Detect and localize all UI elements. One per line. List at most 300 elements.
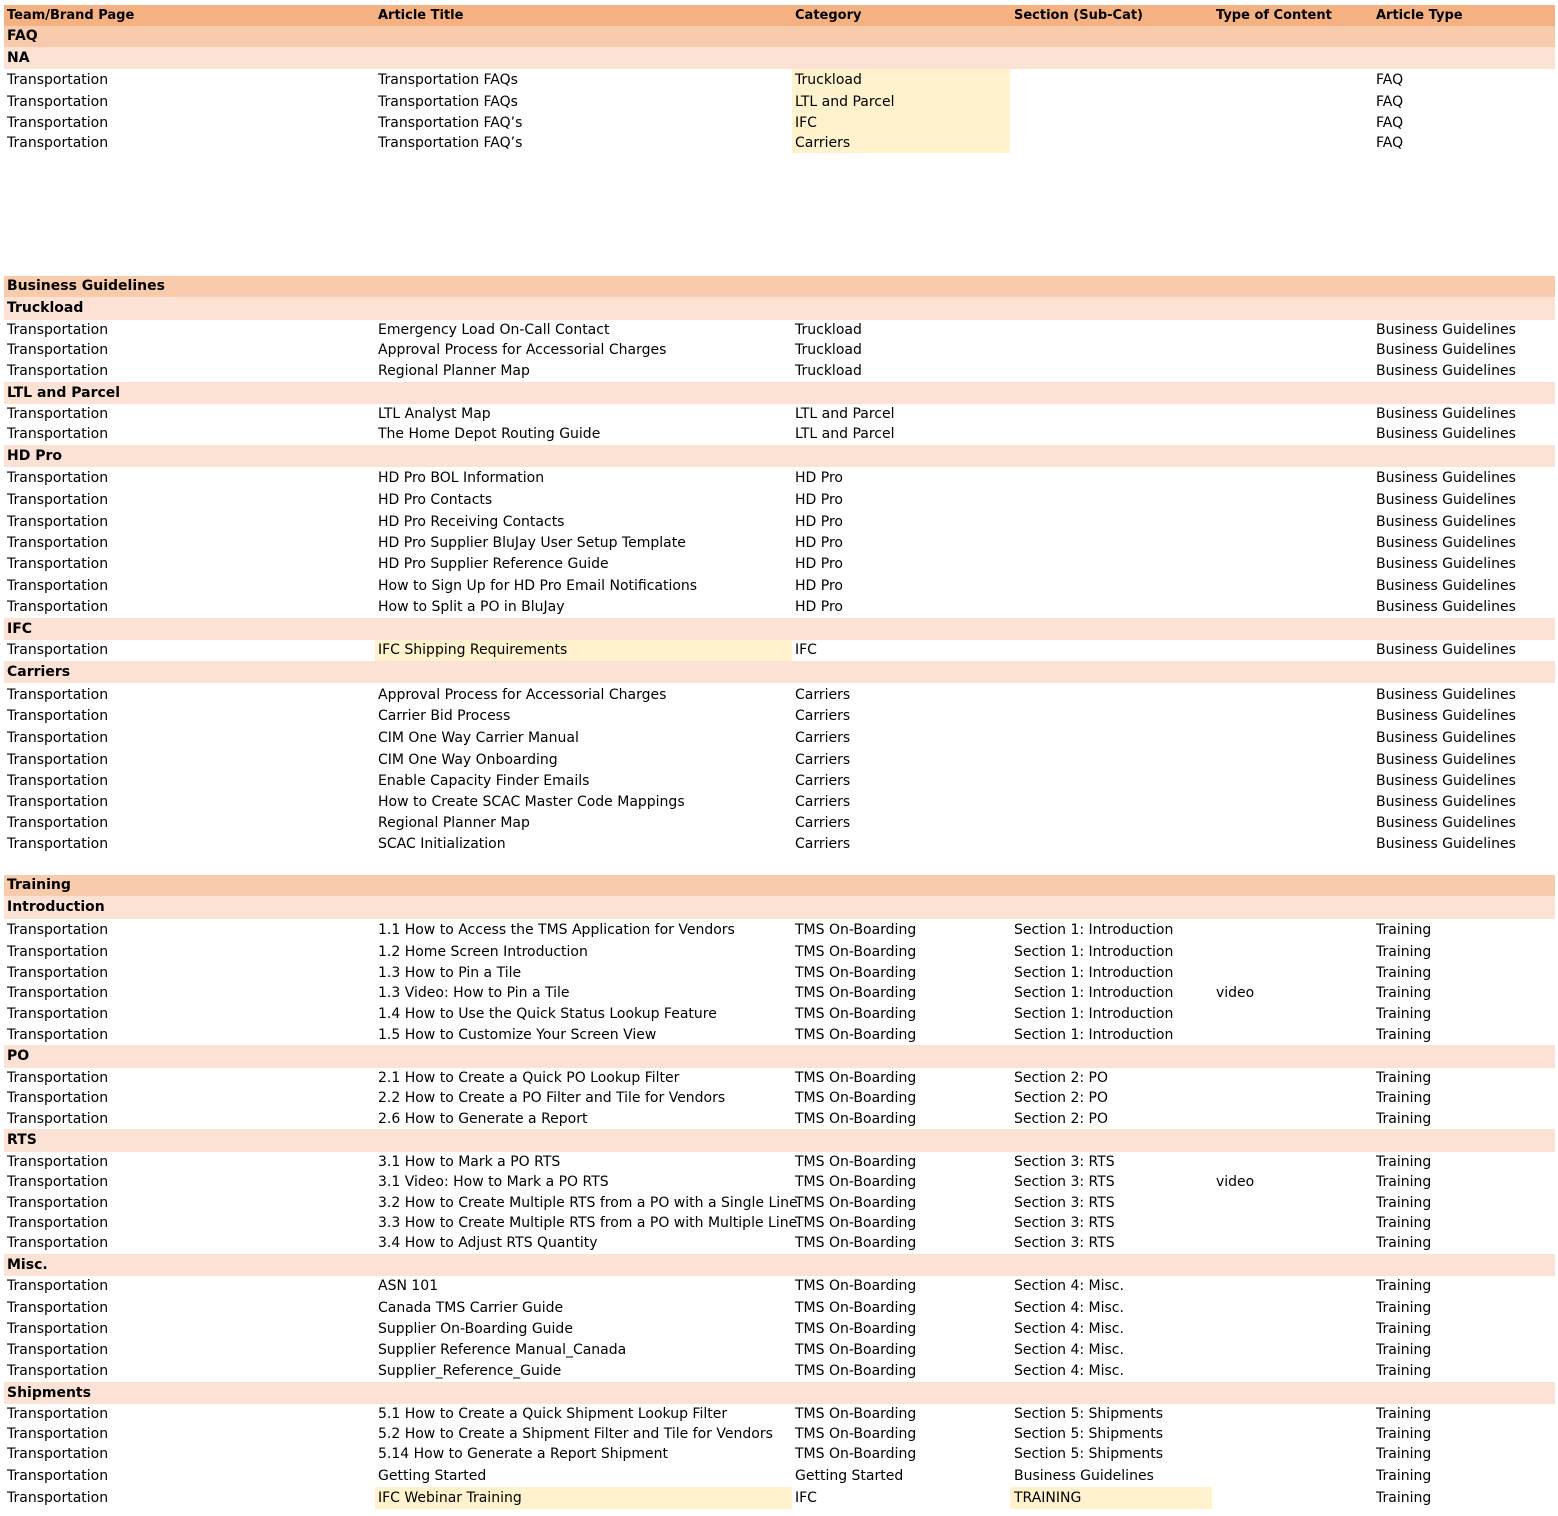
article-title-cell[interactable]: SCAC Initialization xyxy=(378,836,506,852)
article-title-cell[interactable]: 2.1 How to Create a Quick PO Lookup Filter xyxy=(378,1070,680,1086)
section-cell[interactable]: Section 2: PO xyxy=(1014,1111,1109,1127)
category-cell[interactable]: Carriers xyxy=(795,836,851,852)
category-cell[interactable]: TMS On-Boarding xyxy=(795,1363,917,1379)
content-type-cell[interactable] xyxy=(1212,340,1373,361)
article-type-cell[interactable]: Training xyxy=(1376,1235,1432,1251)
article-title-cell[interactable]: 1.1 How to Access the TMS Application for Vendors xyxy=(378,922,735,938)
article-title-cell[interactable]: Regional Planner Map xyxy=(378,363,530,379)
category-cell[interactable]: TMS On-Boarding xyxy=(795,1321,917,1337)
category-cell[interactable]: Getting Started xyxy=(795,1468,904,1484)
section-cell[interactable] xyxy=(1010,597,1212,618)
section-cell[interactable]: Section 5: Shipments xyxy=(1014,1446,1163,1462)
team-brand-cell[interactable]: Transportation xyxy=(7,492,109,508)
content-type-cell[interactable] xyxy=(1212,1361,1373,1382)
content-type-cell[interactable] xyxy=(1212,533,1373,554)
article-title-cell[interactable]: 3.2 How to Create Multiple RTS from a PO with a Single Line xyxy=(378,1195,798,1211)
section-cell[interactable]: Section 4: Misc. xyxy=(1014,1278,1124,1294)
article-type-cell[interactable]: FAQ xyxy=(1376,115,1404,131)
article-title-cell[interactable]: 3.1 How to Mark a PO RTS xyxy=(378,1154,561,1170)
team-brand-cell[interactable]: Transportation xyxy=(7,599,109,615)
article-type-cell[interactable]: Training xyxy=(1376,1006,1432,1022)
article-type-cell[interactable]: FAQ xyxy=(1376,94,1404,110)
content-type-cell[interactable] xyxy=(1212,467,1373,490)
article-type-cell[interactable]: Training xyxy=(1376,1300,1432,1316)
section-cell[interactable] xyxy=(1010,69,1212,91)
content-type-cell[interactable] xyxy=(1212,1109,1373,1130)
article-title-cell[interactable]: Approval Process for Accessorial Charges xyxy=(378,687,667,703)
section-cell[interactable]: Section 3: RTS xyxy=(1014,1154,1115,1170)
article-type-cell[interactable]: Training xyxy=(1376,1468,1432,1484)
article-type-cell[interactable]: Business Guidelines xyxy=(1376,426,1516,442)
team-brand-cell[interactable]: Transportation xyxy=(7,1006,109,1022)
article-type-cell[interactable]: Business Guidelines xyxy=(1376,642,1516,658)
article-type-cell[interactable]: Training xyxy=(1376,922,1432,938)
section-cell[interactable] xyxy=(1010,91,1212,113)
category-cell[interactable]: Carriers xyxy=(795,708,851,724)
article-title-cell[interactable]: Regional Planner Map xyxy=(378,815,530,831)
content-type-cell[interactable] xyxy=(1212,813,1373,834)
category-cell[interactable]: TMS On-Boarding xyxy=(795,1070,917,1086)
content-type-cell[interactable] xyxy=(1212,113,1373,133)
team-brand-cell[interactable]: Transportation xyxy=(7,72,109,88)
content-type-cell[interactable] xyxy=(1212,1444,1373,1465)
team-brand-cell[interactable]: Transportation xyxy=(7,1321,109,1337)
section-cell[interactable]: Business Guidelines xyxy=(1014,1468,1154,1484)
content-type-cell[interactable] xyxy=(1212,1297,1373,1319)
article-title-cell[interactable]: Transportation FAQ’s xyxy=(378,115,523,131)
article-type-cell[interactable]: Training xyxy=(1376,1490,1432,1506)
category-cell[interactable]: TMS On-Boarding xyxy=(795,985,917,1001)
article-type-cell[interactable]: Training xyxy=(1376,1446,1432,1462)
article-type-cell[interactable]: Business Guidelines xyxy=(1376,470,1516,486)
article-title-cell[interactable]: CIM One Way Onboarding xyxy=(378,752,558,768)
team-brand-cell[interactable]: Transportation xyxy=(7,1490,109,1506)
team-brand-cell[interactable]: Transportation xyxy=(7,1090,109,1106)
team-brand-cell[interactable]: Transportation xyxy=(7,1342,109,1358)
article-title-cell[interactable]: HD Pro BOL Information xyxy=(378,470,545,486)
category-cell[interactable]: HD Pro xyxy=(795,599,843,615)
article-type-cell[interactable]: Training xyxy=(1376,1321,1432,1337)
section-cell[interactable] xyxy=(1010,113,1212,133)
subsection-label[interactable]: Misc. xyxy=(7,1257,48,1273)
team-brand-cell[interactable]: Transportation xyxy=(7,752,109,768)
team-brand-cell[interactable]: Transportation xyxy=(7,578,109,594)
content-type-cell[interactable] xyxy=(1212,963,1373,983)
article-title-cell[interactable]: ASN 101 xyxy=(378,1278,439,1294)
team-brand-cell[interactable]: Transportation xyxy=(7,773,109,789)
section-cell[interactable] xyxy=(1010,684,1212,706)
category-cell[interactable]: HD Pro xyxy=(795,514,843,530)
content-type-cell[interactable] xyxy=(1212,1213,1373,1233)
content-type-cell[interactable] xyxy=(1212,1025,1373,1046)
content-type-cell[interactable] xyxy=(1212,490,1373,511)
article-type-cell[interactable]: Business Guidelines xyxy=(1376,687,1516,703)
content-type-cell[interactable] xyxy=(1212,597,1373,618)
team-brand-cell[interactable]: Transportation xyxy=(7,1300,109,1316)
article-type-cell[interactable]: Training xyxy=(1376,944,1432,960)
section-cell[interactable] xyxy=(1010,554,1212,575)
article-type-cell[interactable]: Business Guidelines xyxy=(1376,363,1516,379)
article-type-cell[interactable]: Business Guidelines xyxy=(1376,578,1516,594)
category-cell[interactable]: Carriers xyxy=(795,730,851,746)
team-brand-cell[interactable]: Transportation xyxy=(7,1215,109,1231)
section-cell[interactable]: Section 2: PO xyxy=(1014,1090,1109,1106)
article-type-cell[interactable]: Business Guidelines xyxy=(1376,535,1516,551)
article-type-cell[interactable]: Business Guidelines xyxy=(1376,322,1516,338)
team-brand-cell[interactable]: Transportation xyxy=(7,687,109,703)
content-type-cell[interactable] xyxy=(1212,1233,1373,1254)
content-type-cell[interactable] xyxy=(1212,404,1373,424)
category-cell[interactable]: TMS On-Boarding xyxy=(795,1342,917,1358)
team-brand-cell[interactable]: Transportation xyxy=(7,363,109,379)
subsection-label[interactable]: IFC xyxy=(7,621,33,637)
article-type-cell[interactable]: Training xyxy=(1376,1215,1432,1231)
team-brand-cell[interactable]: Transportation xyxy=(7,94,109,110)
team-brand-cell[interactable]: Transportation xyxy=(7,1027,109,1043)
subsection-label[interactable]: LTL and Parcel xyxy=(7,385,121,401)
header-article-type[interactable]: Article Type xyxy=(1376,8,1463,23)
category-cell[interactable]: HD Pro xyxy=(795,578,843,594)
article-type-cell[interactable]: Business Guidelines xyxy=(1376,773,1516,789)
section-cell[interactable]: Section 1: Introduction xyxy=(1014,1027,1174,1043)
content-type-cell[interactable] xyxy=(1212,706,1373,727)
article-title-cell[interactable]: HD Pro Supplier Reference Guide xyxy=(378,556,609,572)
section-cell[interactable]: Section 1: Introduction xyxy=(1014,985,1174,1001)
team-brand-cell[interactable]: Transportation xyxy=(7,1070,109,1086)
article-type-cell[interactable]: Business Guidelines xyxy=(1376,556,1516,572)
content-type-cell[interactable] xyxy=(1212,1068,1373,1088)
category-cell[interactable]: TMS On-Boarding xyxy=(795,1406,917,1422)
section-cell[interactable] xyxy=(1010,834,1212,855)
category-cell[interactable]: Carriers xyxy=(792,133,1010,153)
section-cell[interactable] xyxy=(1010,340,1212,361)
article-type-cell[interactable]: Business Guidelines xyxy=(1376,492,1516,508)
team-brand-cell[interactable]: Transportation xyxy=(7,514,109,530)
article-title-cell[interactable]: CIM One Way Carrier Manual xyxy=(378,730,579,746)
category-cell[interactable]: TMS On-Boarding xyxy=(795,1090,917,1106)
subsection-label[interactable]: Truckload xyxy=(7,300,84,316)
article-type-cell[interactable]: Business Guidelines xyxy=(1376,794,1516,810)
article-title-cell[interactable]: The Home Depot Routing Guide xyxy=(378,426,601,442)
section-cell[interactable] xyxy=(1010,576,1212,597)
header-team-brand-page[interactable]: Team/Brand Page xyxy=(7,8,135,23)
article-title-cell[interactable]: Transportation FAQs xyxy=(378,94,518,110)
article-title-cell[interactable]: HD Pro Supplier BluJay User Setup Template xyxy=(378,535,686,551)
section-cell[interactable] xyxy=(1010,424,1212,445)
article-type-cell[interactable]: Training xyxy=(1376,965,1432,981)
content-type-cell[interactable] xyxy=(1212,919,1373,941)
team-brand-cell[interactable]: Transportation xyxy=(7,535,109,551)
article-type-cell[interactable]: Training xyxy=(1376,985,1432,1001)
subsection-label[interactable]: PO xyxy=(7,1048,30,1064)
content-type-cell[interactable]: video xyxy=(1216,985,1255,1001)
article-type-cell[interactable]: Training xyxy=(1376,1426,1432,1442)
content-type-cell[interactable] xyxy=(1212,424,1373,445)
team-brand-cell[interactable]: Transportation xyxy=(7,556,109,572)
article-type-cell[interactable]: Training xyxy=(1376,1363,1432,1379)
category-cell[interactable]: Truckload xyxy=(792,69,1010,91)
article-title-cell[interactable]: 1.3 Video: How to Pin a Tile xyxy=(378,985,570,1001)
section-cell[interactable] xyxy=(1010,404,1212,424)
section-cell[interactable]: Section 4: Misc. xyxy=(1014,1342,1124,1358)
team-brand-cell[interactable]: Transportation xyxy=(7,1154,109,1170)
article-type-cell[interactable]: Training xyxy=(1376,1027,1432,1043)
article-title-cell[interactable]: Supplier_Reference_Guide xyxy=(378,1363,562,1379)
article-title-cell[interactable]: How to Sign Up for HD Pro Email Notifications xyxy=(378,578,698,594)
content-type-cell[interactable] xyxy=(1212,1276,1373,1297)
article-type-cell[interactable]: Training xyxy=(1376,1342,1432,1358)
subsection-label[interactable]: Carriers xyxy=(7,664,71,680)
article-title-cell[interactable]: Enable Capacity Finder Emails xyxy=(378,773,590,789)
article-type-cell[interactable]: Training xyxy=(1376,1070,1432,1086)
article-title-cell[interactable]: 1.2 Home Screen Introduction xyxy=(378,944,588,960)
category-cell[interactable]: HD Pro xyxy=(795,535,843,551)
content-type-cell[interactable] xyxy=(1212,1193,1373,1213)
team-brand-cell[interactable]: Transportation xyxy=(7,965,109,981)
article-type-cell[interactable]: Business Guidelines xyxy=(1376,836,1516,852)
category-cell[interactable]: IFC xyxy=(792,113,1010,133)
category-cell[interactable]: TMS On-Boarding xyxy=(795,1235,917,1251)
category-cell[interactable]: LTL and Parcel xyxy=(795,426,895,442)
article-type-cell[interactable]: Business Guidelines xyxy=(1376,815,1516,831)
category-cell[interactable]: Truckload xyxy=(795,322,862,338)
header-type-of-content[interactable]: Type of Content xyxy=(1216,8,1332,23)
article-title-cell[interactable]: 5.14 How to Generate a Report Shipment xyxy=(378,1446,668,1462)
section-label[interactable]: Business Guidelines xyxy=(7,278,165,294)
section-cell[interactable]: Section 3: RTS xyxy=(1014,1215,1115,1231)
header-article-title[interactable]: Article Title xyxy=(378,8,464,23)
content-type-cell[interactable] xyxy=(1212,1340,1373,1361)
team-brand-cell[interactable]: Transportation xyxy=(7,1174,109,1190)
content-type-cell[interactable] xyxy=(1212,1404,1373,1424)
category-cell[interactable]: TMS On-Boarding xyxy=(795,965,917,981)
section-cell[interactable] xyxy=(1010,813,1212,834)
section-cell[interactable] xyxy=(1010,320,1212,340)
subsection-label[interactable]: RTS xyxy=(7,1132,37,1148)
team-brand-cell[interactable]: Transportation xyxy=(7,1363,109,1379)
article-title-cell[interactable]: 1.5 How to Customize Your Screen View xyxy=(378,1027,657,1043)
article-title-cell[interactable]: How to Create SCAC Master Code Mappings xyxy=(378,794,685,810)
content-type-cell[interactable] xyxy=(1212,941,1373,963)
team-brand-cell[interactable]: Transportation xyxy=(7,342,109,358)
category-cell[interactable]: Carriers xyxy=(795,752,851,768)
team-brand-cell[interactable]: Transportation xyxy=(7,1195,109,1211)
content-type-cell[interactable] xyxy=(1212,1319,1373,1340)
article-type-cell[interactable]: FAQ xyxy=(1376,135,1404,151)
category-cell[interactable]: Carriers xyxy=(795,794,851,810)
section-cell[interactable] xyxy=(1010,771,1212,792)
section-cell[interactable] xyxy=(1010,133,1212,153)
content-type-cell[interactable] xyxy=(1212,1487,1373,1509)
article-title-cell[interactable]: HD Pro Receiving Contacts xyxy=(378,514,565,530)
section-label[interactable]: FAQ xyxy=(7,28,38,44)
section-cell[interactable] xyxy=(1010,533,1212,554)
category-cell[interactable]: Truckload xyxy=(795,363,862,379)
category-cell[interactable]: TMS On-Boarding xyxy=(795,1215,917,1231)
category-cell[interactable]: Truckload xyxy=(795,342,862,358)
content-type-cell[interactable]: video xyxy=(1216,1174,1255,1190)
team-brand-cell[interactable]: Transportation xyxy=(7,794,109,810)
content-type-cell[interactable] xyxy=(1212,69,1373,91)
team-brand-cell[interactable]: Transportation xyxy=(7,1468,109,1484)
article-title-cell[interactable]: How to Split a PO in BluJay xyxy=(378,599,565,615)
subsection-label[interactable]: Shipments xyxy=(7,1385,91,1401)
article-title-cell[interactable]: Approval Process for Accessorial Charges xyxy=(378,342,667,358)
article-title-cell[interactable]: 3.4 How to Adjust RTS Quantity xyxy=(378,1235,598,1251)
content-type-cell[interactable] xyxy=(1212,684,1373,706)
team-brand-cell[interactable]: Transportation xyxy=(7,406,109,422)
article-type-cell[interactable]: Business Guidelines xyxy=(1376,730,1516,746)
section-cell[interactable] xyxy=(1010,749,1212,771)
category-cell[interactable]: Carriers xyxy=(795,687,851,703)
article-title-cell[interactable]: 1.4 How to Use the Quick Status Lookup Feature xyxy=(378,1006,717,1022)
category-cell[interactable]: TMS On-Boarding xyxy=(795,1111,917,1127)
category-cell[interactable]: TMS On-Boarding xyxy=(795,1278,917,1294)
content-type-cell[interactable] xyxy=(1212,834,1373,855)
category-cell[interactable]: HD Pro xyxy=(795,492,843,508)
section-cell[interactable]: Section 1: Introduction xyxy=(1014,1006,1174,1022)
team-brand-cell[interactable]: Transportation xyxy=(7,836,109,852)
article-title-cell[interactable]: 1.3 How to Pin a Tile xyxy=(378,965,522,981)
category-cell[interactable]: TMS On-Boarding xyxy=(795,1006,917,1022)
section-cell[interactable] xyxy=(1010,640,1212,661)
article-title-cell[interactable]: Carrier Bid Process xyxy=(378,708,511,724)
article-title-cell[interactable]: Supplier On-Boarding Guide xyxy=(378,1321,573,1337)
content-type-cell[interactable] xyxy=(1212,1088,1373,1109)
section-cell[interactable]: TRAINING xyxy=(1010,1487,1212,1509)
team-brand-cell[interactable]: Transportation xyxy=(7,426,109,442)
content-type-cell[interactable] xyxy=(1212,511,1373,533)
category-cell[interactable]: TMS On-Boarding xyxy=(795,1446,917,1462)
article-title-cell[interactable]: Transportation FAQ’s xyxy=(378,135,523,151)
category-cell[interactable]: TMS On-Boarding xyxy=(795,1300,917,1316)
section-cell[interactable]: Section 4: Misc. xyxy=(1014,1321,1124,1337)
team-brand-cell[interactable]: Transportation xyxy=(7,1111,109,1127)
article-type-cell[interactable]: Business Guidelines xyxy=(1376,708,1516,724)
content-type-cell[interactable] xyxy=(1212,361,1373,382)
content-type-cell[interactable] xyxy=(1212,576,1373,597)
team-brand-cell[interactable]: Transportation xyxy=(7,730,109,746)
section-cell[interactable]: Section 1: Introduction xyxy=(1014,922,1174,938)
section-cell[interactable] xyxy=(1010,361,1212,382)
article-title-cell[interactable]: 3.3 How to Create Multiple RTS from a PO with Multiple Line xyxy=(378,1215,798,1231)
article-title-cell[interactable]: Supplier Reference Manual_Canada xyxy=(378,1342,627,1358)
article-type-cell[interactable]: Business Guidelines xyxy=(1376,342,1516,358)
article-type-cell[interactable]: Business Guidelines xyxy=(1376,406,1516,422)
section-cell[interactable]: Section 5: Shipments xyxy=(1014,1406,1163,1422)
section-cell[interactable]: Section 5: Shipments xyxy=(1014,1426,1163,1442)
section-cell[interactable] xyxy=(1010,467,1212,490)
content-type-cell[interactable] xyxy=(1212,1465,1373,1487)
section-label[interactable]: Training xyxy=(7,877,71,893)
category-cell[interactable]: HD Pro xyxy=(795,556,843,572)
article-title-cell[interactable]: Transportation FAQs xyxy=(378,72,518,88)
category-cell[interactable]: TMS On-Boarding xyxy=(795,944,917,960)
content-type-cell[interactable] xyxy=(1212,1424,1373,1444)
team-brand-cell[interactable]: Transportation xyxy=(7,985,109,1001)
content-type-cell[interactable] xyxy=(1212,1152,1373,1172)
article-type-cell[interactable]: FAQ xyxy=(1376,72,1404,88)
article-type-cell[interactable]: Training xyxy=(1376,1154,1432,1170)
article-title-cell[interactable]: IFC Webinar Training xyxy=(375,1487,792,1509)
content-type-cell[interactable] xyxy=(1212,792,1373,813)
team-brand-cell[interactable]: Transportation xyxy=(7,642,109,658)
section-cell[interactable] xyxy=(1010,490,1212,511)
section-cell[interactable]: Section 2: PO xyxy=(1014,1070,1109,1086)
article-title-cell[interactable]: Emergency Load On-Call Contact xyxy=(378,322,610,338)
article-type-cell[interactable]: Business Guidelines xyxy=(1376,752,1516,768)
content-type-cell[interactable] xyxy=(1212,91,1373,113)
content-type-cell[interactable] xyxy=(1212,727,1373,749)
section-cell[interactable] xyxy=(1010,792,1212,813)
category-cell[interactable]: Carriers xyxy=(795,773,851,789)
team-brand-cell[interactable]: Transportation xyxy=(7,1426,109,1442)
team-brand-cell[interactable]: Transportation xyxy=(7,322,109,338)
section-cell[interactable]: Section 1: Introduction xyxy=(1014,965,1174,981)
article-title-cell[interactable]: HD Pro Contacts xyxy=(378,492,493,508)
category-cell[interactable]: HD Pro xyxy=(795,470,843,486)
article-type-cell[interactable]: Training xyxy=(1376,1278,1432,1294)
category-cell[interactable]: TMS On-Boarding xyxy=(795,1195,917,1211)
article-type-cell[interactable]: Business Guidelines xyxy=(1376,599,1516,615)
category-cell[interactable]: TMS On-Boarding xyxy=(795,922,917,938)
header-section-sub-cat[interactable]: Section (Sub-Cat) xyxy=(1014,8,1143,23)
article-title-cell[interactable]: 3.1 Video: How to Mark a PO RTS xyxy=(378,1174,609,1190)
team-brand-cell[interactable]: Transportation xyxy=(7,708,109,724)
section-cell[interactable]: Section 4: Misc. xyxy=(1014,1363,1124,1379)
team-brand-cell[interactable]: Transportation xyxy=(7,1446,109,1462)
category-cell[interactable]: LTL and Parcel xyxy=(792,91,1010,113)
article-type-cell[interactable]: Training xyxy=(1376,1174,1432,1190)
section-cell[interactable]: Section 1: Introduction xyxy=(1014,944,1174,960)
article-title-cell[interactable]: 2.6 How to Generate a Report xyxy=(378,1111,588,1127)
category-cell[interactable]: TMS On-Boarding xyxy=(795,1027,917,1043)
section-cell[interactable]: Section 3: RTS xyxy=(1014,1174,1115,1190)
section-cell[interactable] xyxy=(1010,511,1212,533)
content-type-cell[interactable] xyxy=(1212,640,1373,661)
article-title-cell[interactable]: Getting Started xyxy=(378,1468,487,1484)
subsection-label[interactable]: NA xyxy=(7,50,30,66)
article-type-cell[interactable]: Training xyxy=(1376,1111,1432,1127)
team-brand-cell[interactable]: Transportation xyxy=(7,922,109,938)
content-type-cell[interactable] xyxy=(1212,1004,1373,1025)
article-type-cell[interactable]: Business Guidelines xyxy=(1376,514,1516,530)
header-category[interactable]: Category xyxy=(795,8,862,23)
article-title-cell[interactable]: Canada TMS Carrier Guide xyxy=(378,1300,564,1316)
article-type-cell[interactable]: Training xyxy=(1376,1090,1432,1106)
category-cell[interactable]: TMS On-Boarding xyxy=(795,1154,917,1170)
team-brand-cell[interactable]: Transportation xyxy=(7,1235,109,1251)
team-brand-cell[interactable]: Transportation xyxy=(7,115,109,131)
content-type-cell[interactable] xyxy=(1212,133,1373,153)
team-brand-cell[interactable]: Transportation xyxy=(7,470,109,486)
category-cell[interactable]: LTL and Parcel xyxy=(795,406,895,422)
section-cell[interactable] xyxy=(1010,706,1212,727)
category-cell[interactable]: Carriers xyxy=(795,815,851,831)
content-type-cell[interactable] xyxy=(1212,749,1373,771)
article-title-cell[interactable]: 5.1 How to Create a Quick Shipment Lookup Filter xyxy=(378,1406,728,1422)
category-cell[interactable]: IFC xyxy=(795,1490,817,1506)
team-brand-cell[interactable]: Transportation xyxy=(7,1278,109,1294)
section-cell[interactable]: Section 3: RTS xyxy=(1014,1235,1115,1251)
category-cell[interactable]: TMS On-Boarding xyxy=(795,1174,917,1190)
category-cell[interactable]: TMS On-Boarding xyxy=(795,1426,917,1442)
section-cell[interactable]: Section 4: Misc. xyxy=(1014,1300,1124,1316)
article-title-cell[interactable]: 5.2 How to Create a Shipment Filter and Tile for Vendors xyxy=(378,1426,773,1442)
subsection-label[interactable]: HD Pro xyxy=(7,448,62,464)
section-cell[interactable]: Section 3: RTS xyxy=(1014,1195,1115,1211)
content-type-cell[interactable] xyxy=(1212,320,1373,340)
